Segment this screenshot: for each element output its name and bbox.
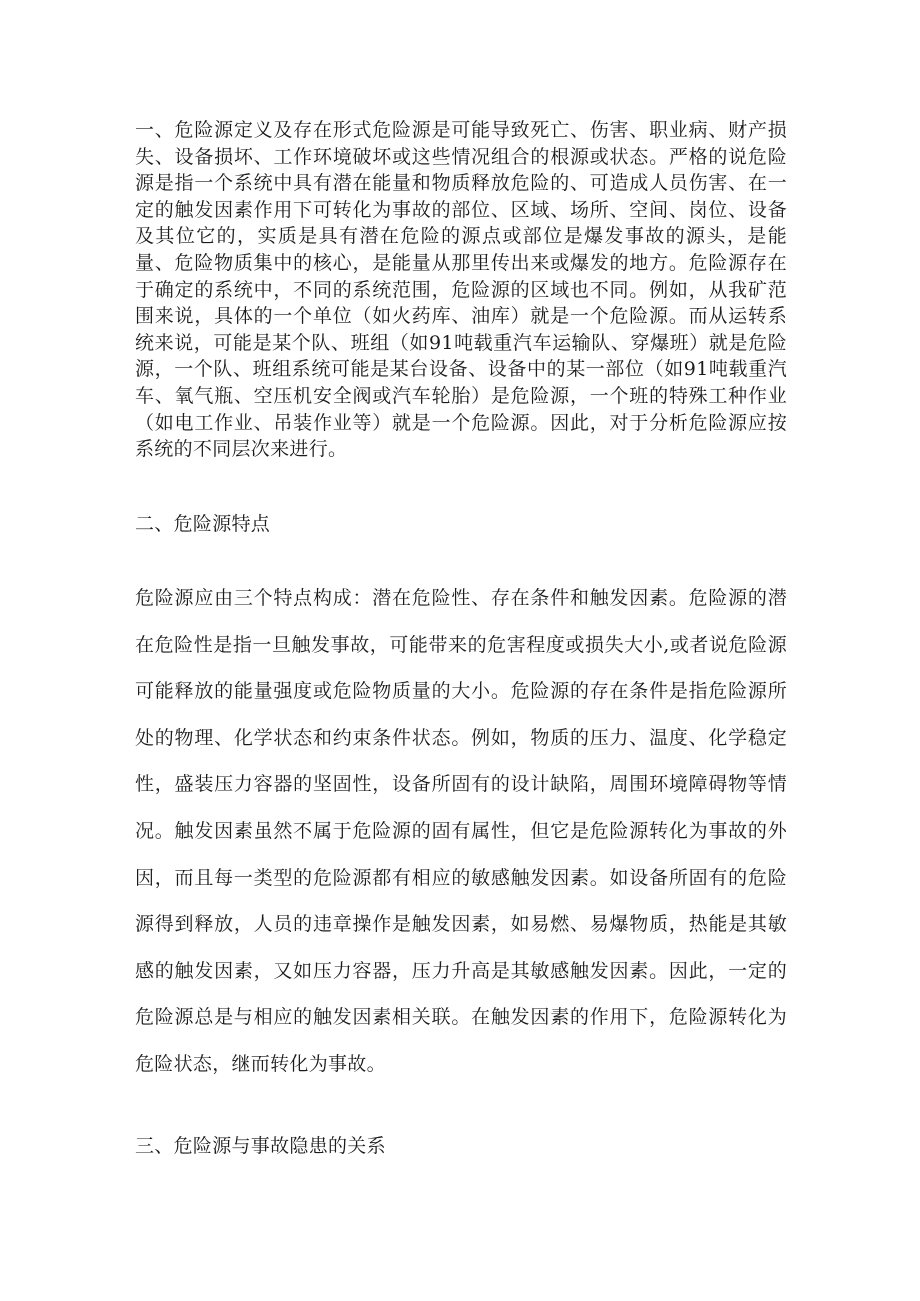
section-3-heading: 三、危险源与事故隐患的关系: [135, 1135, 386, 1157]
section-2-heading: 二、危险源特点: [135, 513, 271, 535]
section-2-paragraph: 危险源应由三个特点构成：潜在危险性、存在条件和触发因素。危险源的潜在危险性是指一旦触发事故，可能带来的危害程度或损失大小,或者说危险源可能释放的能量强度或危险物质量的大小。危险源的存在条件是指危险源所处的物理、化学状态和约束条件状态。例如，物质的压力、温度、化学稳定性，盛装压力容器的坚固性，设备所固有的设计缺陷，周围环境障碍物等情况。触发因素虽然不属于危险源的固有属性，但它是危险源转化为事故的外因，而且每一类型的危险源都有相应的敏感触发因素。如设备所固有的危险源得到释放，人员的违章操作是触发因素，如易燃、易爆物质，热能是其敏感的触发因素，又如压力容器，压力升高是其敏感触发因素。因此，一定的危险源总是与相应的触发因素相关联。在触发因素的作用下，危险源转化为危险状态，继而转化为事故。: [135, 587, 787, 1075]
section-1-paragraph: 一、危险源定义及存在形式危险源是可能导致死亡、伤害、职业病、财产损失、设备损坏、工作环境破坏或这些情况组合的根源或状态。严格的说危险源是指一个系统中具有潜在能量和物质释放危险的、可造成人员伤害、在一定的触发因素作用下可转化为事故的部位、区域、场所、空间、岗位、设备及其位它的，实质是具有潜在危险的源点或部位是爆发事故的源头，是能量、危险物质集中的核心，是能量从那里传出来或爆发的地方。危险源存在于确定的系统中，不同的系统范围，危险源的区域也不同。例如，从我矿范围来说，具体的一个单位（如火药库、油库）就是一个危险源。而从运转系统来说，可能是某个队、班组（如91吨载重汽车运输队、穿爆班）就是危险源，一个队、班组系统可能是某台设备、设备中的某一部位（如91吨载重汽车、氧气瓶、空压机安全阀或汽车轮胎）是危险源，一个班的特殊工种作业（如电工作业、吊装作业等）就是一个危险源。因此，对于分析危险源应按系统的不同层次来进行。: [135, 119, 787, 461]
